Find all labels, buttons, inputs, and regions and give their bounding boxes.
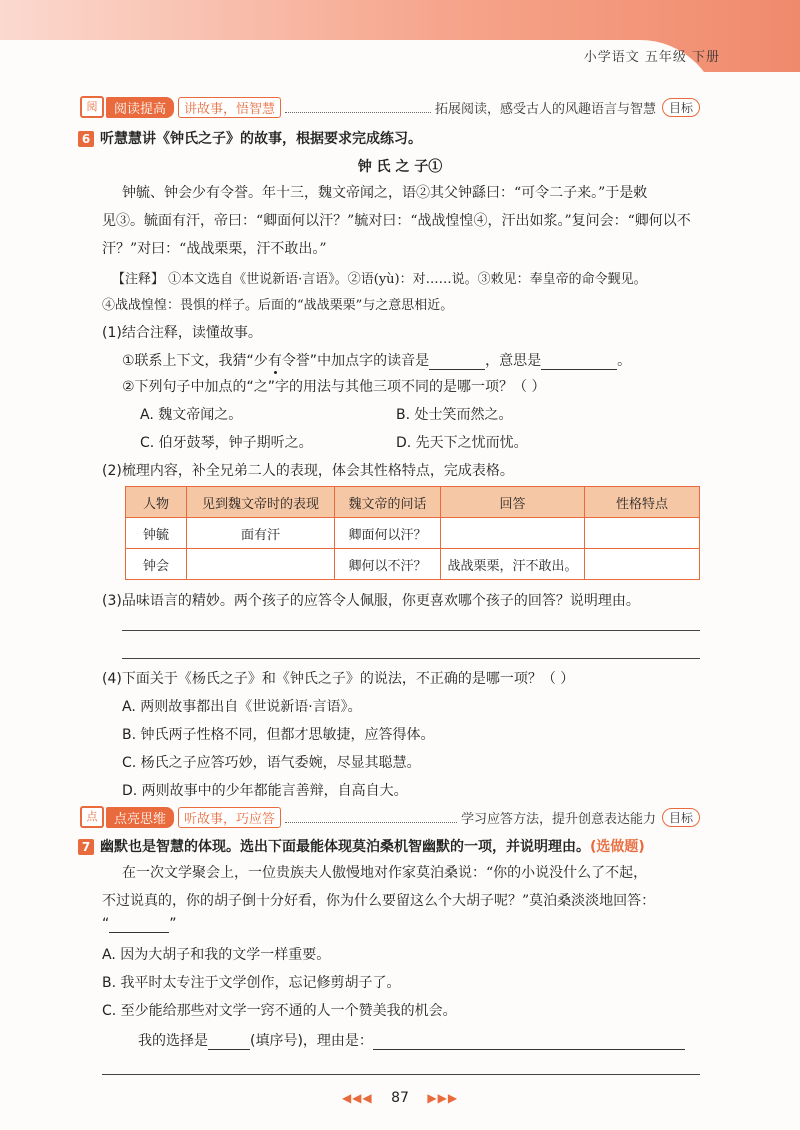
- optional-tag: (选做题): [590, 839, 645, 855]
- table-cell: 钟毓: [126, 518, 187, 549]
- sub-question-1a: ①联系上下文，我猜“少有令誉”中加点字的读音是 ，意思是 。: [122, 353, 632, 369]
- table-cell: 面有汗: [187, 518, 335, 549]
- answer-blank[interactable]: [429, 353, 485, 370]
- table-header: 见到魏文帝时的表现: [187, 487, 335, 518]
- passage-line: 钟毓、钟会少有令誉。年十三，魏文帝闻之，语②其父钟繇曰：“可令二子来。”于是敕: [122, 185, 648, 201]
- sub-question-2: (2)梳理内容，补全兄弟二人的表现，体会其性格特点，完成表格。: [102, 463, 514, 479]
- table-cell-blank[interactable]: [441, 518, 585, 549]
- dotted-divider: [285, 812, 457, 823]
- book-icon: 阅: [80, 96, 104, 118]
- table-header-row: [126, 487, 700, 518]
- book-icon: 点: [80, 806, 104, 828]
- option-c[interactable]: C. 伯牙鼓琴，钟子期听之。: [140, 435, 313, 451]
- table-row: [126, 549, 700, 580]
- choice-line: 我的选择是 (填序号)，理由是：: [138, 1030, 685, 1050]
- option-b[interactable]: B. 处士笑而然之。: [396, 407, 513, 423]
- option-d[interactable]: D. 先天下之忧而忧。: [396, 435, 528, 451]
- passage-line: 汗？”对曰：“战战栗栗，汗不敢出。”: [102, 241, 327, 257]
- passage-line: 不过说真的，你的胡子倒十分好看，你为什么要留这么个大胡子呢？”莫泊桑淡淡地回答：: [102, 893, 656, 909]
- option-b[interactable]: B. 我平时太专注于文学创作，忘记修剪胡子了。: [102, 975, 401, 991]
- quote-blank: “ ”: [102, 916, 177, 932]
- passage-line: 在一次文学聚会上，一位贵族夫人傲慢地对作家莫泊桑说：“你的小说没什么了不起，: [122, 865, 648, 881]
- table-header: 性格特点: [585, 487, 700, 518]
- reason-blank[interactable]: [373, 1033, 685, 1050]
- goal-tag: 目标: [662, 98, 700, 117]
- table-header: 魏文帝的问话: [335, 487, 441, 518]
- annotation-line: 【注释】 ①本文选自《世说新语·言语》。②语(yù)：对……说。③敕见：奉皇帝的命令觐见。: [112, 272, 647, 287]
- sub-question-4: (4)下面关于《杨氏之子》和《钟氏之子》的说法，不正确的是哪一项？（ ）: [102, 671, 575, 687]
- book-title: 小学语文 五年级 下册: [583, 50, 720, 65]
- option-d[interactable]: D. 两则故事中的少年都能言善辩，自高自大。: [122, 783, 408, 799]
- option-b[interactable]: B. 钟氏两子性格不同，但都才思敏捷，应答得体。: [122, 727, 435, 743]
- sub-question-3: (3)品味语言的精妙。两个孩子的应答令人佩服，你更喜欢哪个孩子的回答？说明理由。: [102, 593, 640, 609]
- table-cell: 卿何以不汗？: [335, 549, 441, 580]
- passage-title: 钟 氏 之 子①: [357, 159, 443, 175]
- table-header: 人物: [126, 487, 187, 518]
- sub-question-1: (1)结合注释，读懂故事。: [102, 325, 262, 341]
- question-7-title: 7 幽默也是智慧的体现。选出下面最能体现莫泊桑机智幽默的一项，并说明理由。(选做题): [78, 836, 645, 856]
- fill-table: [125, 486, 700, 580]
- section-subtitle: 听故事，巧应答: [178, 807, 281, 828]
- sub-question-1b: ②下列句子中加点的“之”字的用法与其他三项不同的是哪一项？（ ）: [122, 379, 546, 395]
- answer-line[interactable]: [102, 1074, 700, 1075]
- answer-line[interactable]: [122, 630, 700, 631]
- answer-blank[interactable]: [541, 353, 617, 370]
- section-banner-thinking: [80, 806, 700, 828]
- choice-blank[interactable]: [208, 1033, 250, 1050]
- option-a[interactable]: A. 魏文帝闻之。: [140, 407, 243, 423]
- option-a[interactable]: A. 因为大胡子和我的文学一样重要。: [102, 947, 331, 963]
- table-cell-blank[interactable]: [585, 518, 700, 549]
- option-c[interactable]: C. 至少能给那些对文学一窍不通的人一个赞美我的机会。: [102, 1003, 457, 1019]
- section-banner-reading: [80, 96, 700, 118]
- answer-blank[interactable]: [109, 916, 169, 933]
- section-subtitle: 讲故事，悟智慧: [178, 97, 281, 118]
- question-number: 6: [78, 131, 94, 147]
- option-a[interactable]: A. 两则故事都出自《世说新语·言语》。: [122, 699, 362, 715]
- left-arrows-icon: ◀◀◀: [341, 1091, 373, 1105]
- table-cell: 卿面何以汗？: [335, 518, 441, 549]
- table-row: [126, 518, 700, 549]
- table-header: 回答: [441, 487, 585, 518]
- passage-line: 见③。毓面有汗，帝曰：“卿面何以汗？”毓对曰：“战战惶惶④，汗出如浆。”复问会：“卿何以不: [102, 213, 691, 229]
- goal-tag: 目标: [662, 808, 700, 827]
- table-cell: 钟会: [126, 549, 187, 580]
- answer-line[interactable]: [122, 658, 700, 659]
- right-arrows-icon: ▶▶▶: [427, 1091, 459, 1105]
- option-c[interactable]: C. 杨氏之子应答巧妙，语气委婉，尽显其聪慧。: [122, 755, 421, 771]
- page-number: ◀◀◀ 87 ▶▶▶: [341, 1090, 459, 1106]
- table-cell: 战战栗栗，汗不敢出。: [441, 549, 585, 580]
- section-goal: 学习应答方法，提升创意表达能力: [460, 811, 656, 827]
- section-tag: 阅读提高: [106, 97, 174, 118]
- section-goal: 拓展阅读，感受古人的风趣语言与智慧: [434, 101, 656, 117]
- dotted-char: 有: [267, 353, 282, 369]
- question-number: 7: [78, 839, 94, 855]
- section-tag: 点亮思维: [106, 807, 174, 828]
- question-6-title: 6 听慧慧讲《钟氏之子》的故事，根据要求完成练习。: [78, 128, 422, 148]
- table-cell-blank[interactable]: [187, 549, 335, 580]
- dotted-divider: [285, 102, 431, 113]
- table-cell-blank[interactable]: [585, 549, 700, 580]
- annotation-line: ④战战惶惶：畏惧的样子。后面的“战战栗栗”与之意思相近。: [102, 298, 454, 313]
